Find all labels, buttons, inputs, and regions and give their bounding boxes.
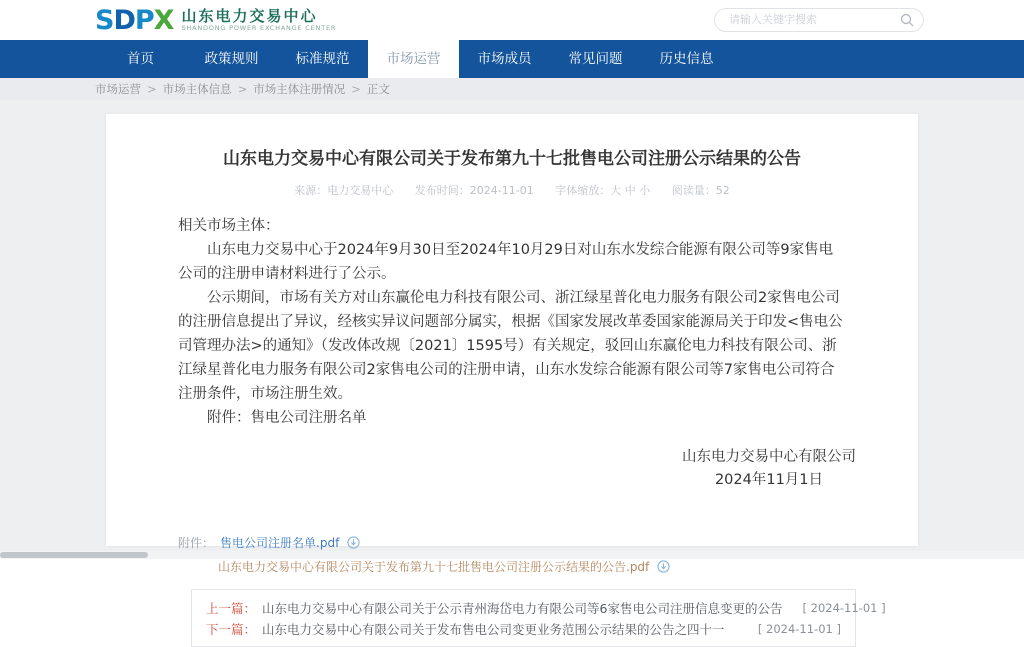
paragraph: 附件：售电公司注册名单: [207, 410, 367, 426]
nav-item-home[interactable]: 首页: [127, 51, 154, 67]
prev-article-date: [ 2024-11-01 ]: [802, 600, 886, 615]
breadcrumb-separator: >: [147, 82, 157, 96]
paragraph: 相关市场主体：: [178, 218, 280, 234]
paragraph: 山东电力交易中心于2024年9月30日至2024年10月29日对山东水发综合能源有限公司等9家售电公司的注册申请材料进行了公示。: [178, 242, 834, 282]
breadcrumb-registration-status[interactable]: 市场主体注册情况: [253, 82, 346, 96]
article-signature: [106, 446, 918, 492]
logo-letter: D: [113, 4, 135, 36]
site-name-en: SHANDONG POWER EXCHANGE CENTER: [181, 24, 337, 33]
next-article-link[interactable]: 山东电力交易中心有限公司关于发布售电公司变更业务范围公示结果的公告之四十一: [262, 621, 725, 637]
nav-item-standards[interactable]: 标准规范: [295, 51, 350, 67]
top-header: [0, 0, 1024, 40]
next-article-date: [ 2024-11-01 ]: [757, 621, 841, 636]
attachment-link-announcement-pdf[interactable]: 山东电力交易中心有限公司关于发布第九十七批售电公司注册公示结果的公告.pdf: [218, 560, 650, 574]
meta-publish-date: 发布时间：2024-11-01: [414, 184, 534, 197]
breadcrumb-market-subject-info[interactable]: 市场主体信息: [162, 82, 232, 96]
meta-source: 来源：电力交易中心: [294, 184, 394, 197]
logo-letter: S: [95, 4, 114, 36]
search-box: [714, 8, 924, 32]
breadcrumb-current: 正文: [366, 82, 390, 96]
nav-item-market-operation[interactable]: 市场运营: [368, 40, 459, 78]
logo-letter: P: [134, 4, 154, 36]
breadcrumb-separator: >: [237, 82, 248, 96]
breadcrumb-market-operation[interactable]: 市场运营: [95, 82, 141, 96]
prev-label: 上一篇：: [206, 600, 257, 616]
site-name-cn: 山东电力交易中心: [181, 6, 318, 25]
search-icon[interactable]: [899, 12, 915, 28]
breadcrumb: [0, 78, 1024, 100]
attachment-link-registration-list[interactable]: 售电公司注册名单.pdf: [220, 536, 340, 550]
horizontal-scrollbar-thumb[interactable]: [0, 552, 148, 558]
content-background: [0, 100, 1024, 637]
article-meta: [106, 182, 918, 198]
nav-item-history[interactable]: 历史信息: [659, 51, 714, 67]
logo-letter: X: [153, 4, 174, 36]
signature-company: 山东电力交易中心有限公司: [682, 449, 856, 465]
meta-view-count: 阅读量：52: [671, 184, 730, 197]
prev-article-link[interactable]: 山东电力交易中心有限公司关于公示青州海岱电力有限公司等6家售电公司注册信息变更的公告: [262, 600, 783, 616]
nav-item-policy-rules[interactable]: 政策规则: [204, 51, 259, 67]
meta-font-size: 字体缩放：大 中 小: [555, 184, 651, 197]
search-input[interactable]: [714, 8, 924, 32]
breadcrumb-separator: >: [351, 82, 361, 96]
signature-date: 2024年11月1日: [714, 472, 824, 488]
article-card: [106, 114, 918, 637]
attachments-label: 附件：: [178, 536, 215, 550]
logo-mark: [95, 4, 174, 36]
next-label: 下一篇：: [206, 621, 257, 637]
article-title: 山东电力交易中心有限公司关于发布第九十七批售电公司注册公示结果的公告: [223, 149, 801, 169]
download-icon[interactable]: [657, 560, 670, 573]
article-body: [106, 198, 918, 430]
nav-item-faq[interactable]: 常见问题: [568, 51, 623, 67]
horizontal-scrollbar: [0, 551, 1024, 559]
site-logo[interactable]: [95, 4, 337, 36]
main-nav: [0, 40, 1024, 78]
prev-next-pager: [191, 589, 886, 647]
paragraph: 公示期间，市场有关方对山东赢伦电力科技有限公司、浙江绿星普化电力服务有限公司2家售电公司的注册信息提出了异议，经核实异议问题部分属实，根据《国家发展改革委国家能源局关于印发<售电公司管理办法>的通知》（发改体改规〔2021〕1595号）有关规定，驳回山东赢伦电力科技有限公司、浙江绿星普化电力服务有限公司2家售电公司的注册申请，山东水发综合能源有限公司等7家售电公司符合注册条件，市场注册生效。: [178, 290, 843, 402]
download-icon[interactable]: [347, 536, 360, 549]
nav-item-market-members[interactable]: 市场成员: [477, 51, 532, 67]
